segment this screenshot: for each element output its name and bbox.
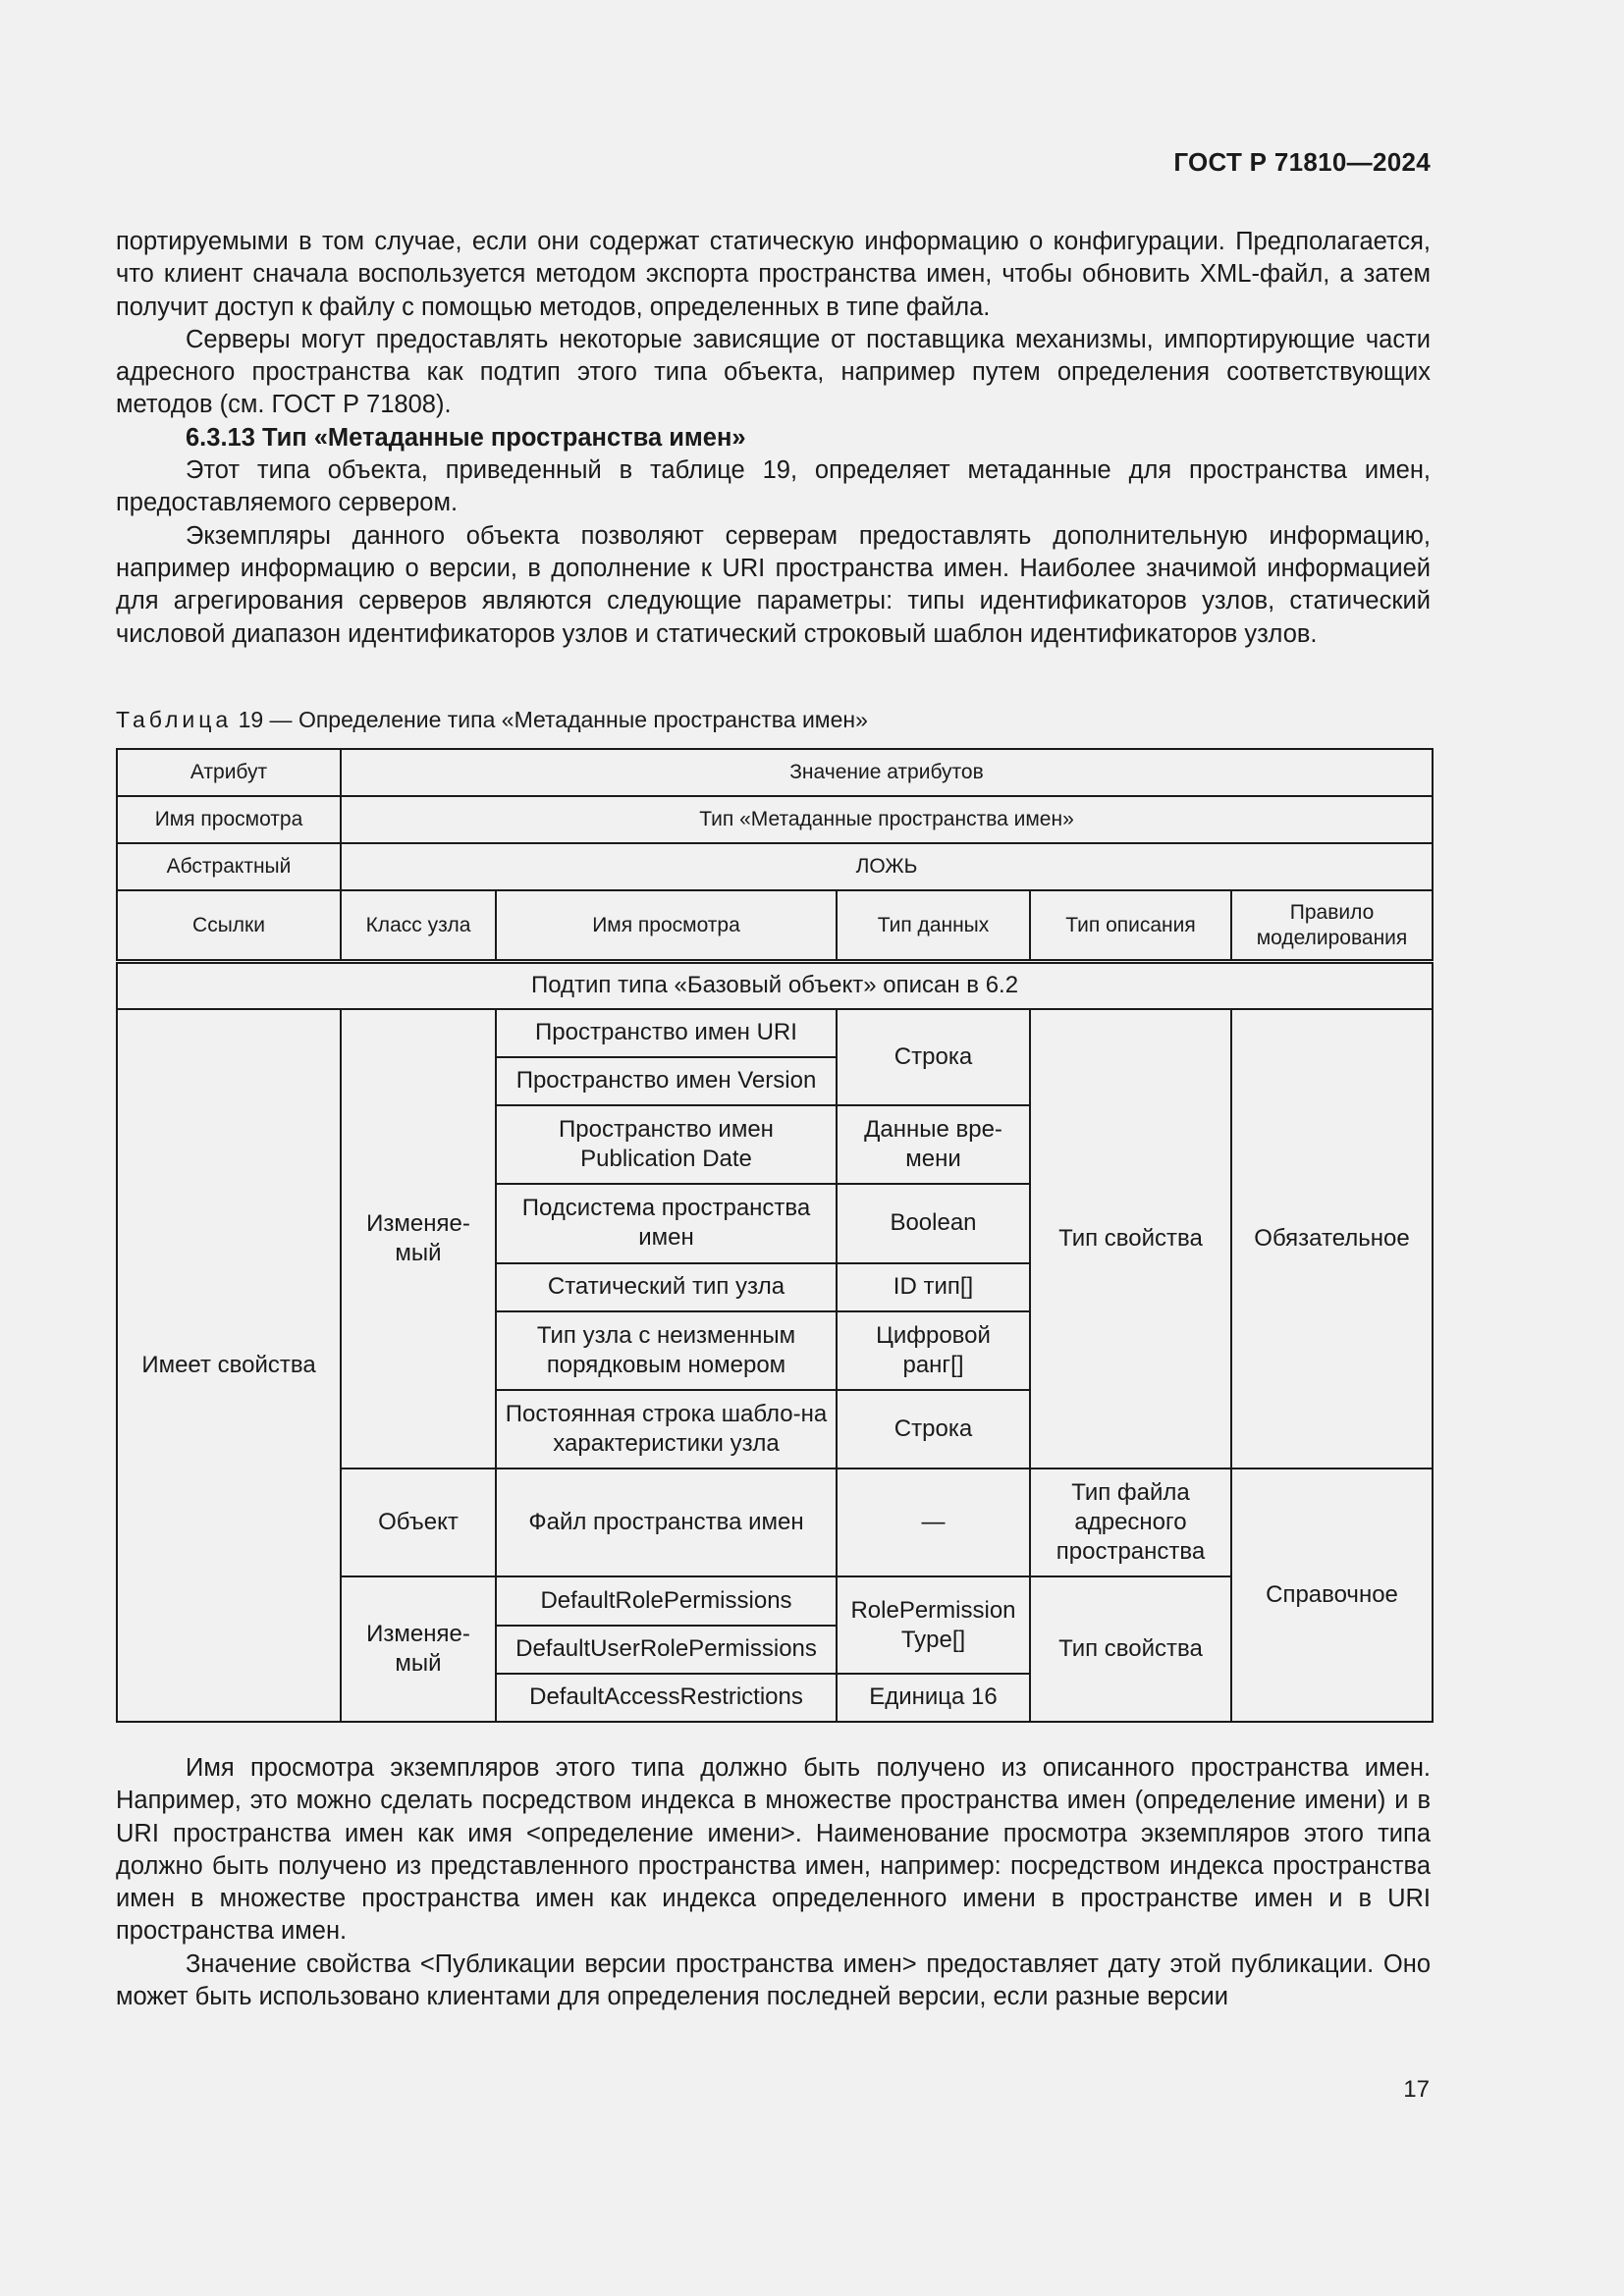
- body-text-bottom: [116, 1752, 1431, 2013]
- type-definition-table: [116, 748, 1434, 1723]
- modelling-rule-cell: Обязательное: [1231, 1009, 1433, 1468]
- paragraph: Этот типа объекта, приведенный в таблице 19, определяет метаданные для пространства имен, предоставляемого сервером.: [116, 456, 1431, 517]
- table-cell: Абстрактный: [117, 843, 341, 890]
- data-type-cell: Строка: [837, 1009, 1030, 1105]
- data-type-cell: —: [837, 1468, 1030, 1576]
- node-class-cell: Объект: [341, 1468, 496, 1576]
- body-text-top: [116, 226, 1431, 651]
- table-row: [117, 749, 1433, 796]
- data-type-cell: Данные вре-мени: [837, 1105, 1030, 1184]
- table-cell: ЛОЖЬ: [341, 843, 1433, 890]
- table-row: [117, 962, 1433, 1009]
- table-cell: Атрибут: [117, 749, 341, 796]
- column-header: Класс узла: [341, 890, 496, 961]
- browse-name-cell: Пространство имен URI: [496, 1009, 837, 1057]
- type-definition-cell: Тип свойства: [1030, 1576, 1231, 1722]
- data-type-cell: ID тип[]: [837, 1263, 1030, 1311]
- page-number: 17: [1403, 2076, 1430, 2103]
- modelling-rule-cell: Справочное: [1231, 1468, 1433, 1722]
- data-type-cell: Цифровой ранг[]: [837, 1311, 1030, 1390]
- table-row: [117, 1009, 1433, 1057]
- browse-name-cell: Пространство имен Publication Date: [496, 1105, 837, 1184]
- subtype-note: Подтип типа «Базовый объект» описан в 6.2: [117, 962, 1433, 1009]
- browse-name-cell: Файл пространства имен: [496, 1468, 837, 1576]
- paragraph: Экземпляры данного объекта позволяют серверам предоставлять дополнительную информацию, например информацию о версии, в дополнение к URI пространства имен. Наиболее значимой информацией для агрегирования серверов являются следующие параметры: типы идентификаторов узлов, статический числовой диапазон идентификаторов узлов и статический строковый шаблон идентификаторов узлов.: [116, 521, 1431, 648]
- data-type-cell: Строка: [837, 1390, 1030, 1468]
- data-type-cell: Единица 16: [837, 1674, 1030, 1722]
- browse-name-cell: Постоянная строка шабло-на характеристики узла: [496, 1390, 837, 1468]
- type-definition-cell: Тип файла адресного пространства: [1030, 1468, 1231, 1576]
- browse-name-cell: Статический тип узла: [496, 1263, 837, 1311]
- table-caption: [116, 707, 868, 733]
- table-cell: Значение атрибутов: [341, 749, 1433, 796]
- table-caption-prefix: Таблица: [116, 707, 233, 732]
- document-code: ГОСТ Р 71810—2024: [1173, 147, 1431, 177]
- column-header: Правило моделирования: [1231, 890, 1433, 961]
- paragraph: Серверы могут предоставлять некоторые зависящие от поставщика механизмы, импортирующие части адресного пространства как подтип этого типа объекта, например путем определения соответствующих методов (см. ГОСТ Р 71808).: [116, 325, 1431, 419]
- node-class-cell: Изменяе-мый: [341, 1576, 496, 1722]
- paragraph: Имя просмотра экземпляров этого типа должно быть получено из описанного пространства имен. Например, это можно сделать посредством индекса в множестве пространства имен (определение имени) и в URI пространства имен как имя <определение имени>. Наименование просмотра экземпляров этого типа должно быть получено из представленного пространства имен, например: посредством индекса пространства имен в множестве пространства имен как индекса определенного имени в пространстве имен и в URI пространства имен.: [116, 1754, 1431, 1946]
- section-heading: 6.3.13 Тип «Метаданные пространства имен»: [186, 423, 746, 452]
- paragraph: Значение свойства <Публикации версии пространства имен> предоставляет дату этой публикации. Оно может быть использовано клиентами для определения последней версии, если разные версии: [116, 1949, 1431, 2011]
- browse-name-cell: Тип узла с неизменным порядковым номером: [496, 1311, 837, 1390]
- browse-name-cell: Подсистема пространства имен: [496, 1184, 837, 1262]
- column-header: Имя просмотра: [496, 890, 837, 961]
- table-cell: Имя просмотра: [117, 796, 341, 843]
- browse-name-cell: DefaultRolePermissions: [496, 1576, 837, 1625]
- column-header: Тип описания: [1030, 890, 1231, 961]
- column-header: Тип данных: [837, 890, 1030, 961]
- table-caption-text: 19 — Определение типа «Метаданные пространства имен»: [238, 707, 868, 732]
- data-type-cell: RolePermission Type[]: [837, 1576, 1030, 1673]
- reference-cell: Имеет свойства: [117, 1009, 341, 1722]
- table-header-row: [117, 890, 1433, 961]
- node-class-cell: Изменяе-мый: [341, 1009, 496, 1468]
- table-row: [117, 843, 1433, 890]
- table-row: [117, 796, 1433, 843]
- browse-name-cell: DefaultUserRolePermissions: [496, 1626, 837, 1674]
- paragraph: портируемыми в том случае, если они содержат статическую информацию о конфигурации. Предполагается, что клиент сначала воспользуется методом экспорта пространства имен, чтобы обновить XML-файл, а затем получит доступ к файлу с помощью методов, определенных в типе файла.: [116, 228, 1431, 321]
- browse-name-cell: Пространство имен Version: [496, 1057, 837, 1105]
- data-type-cell: Boolean: [837, 1184, 1030, 1262]
- table-cell: Тип «Метаданные пространства имен»: [341, 796, 1433, 843]
- browse-name-cell: DefaultAccessRestrictions: [496, 1674, 837, 1722]
- column-header: Ссылки: [117, 890, 341, 961]
- type-definition-cell: Тип свойства: [1030, 1009, 1231, 1468]
